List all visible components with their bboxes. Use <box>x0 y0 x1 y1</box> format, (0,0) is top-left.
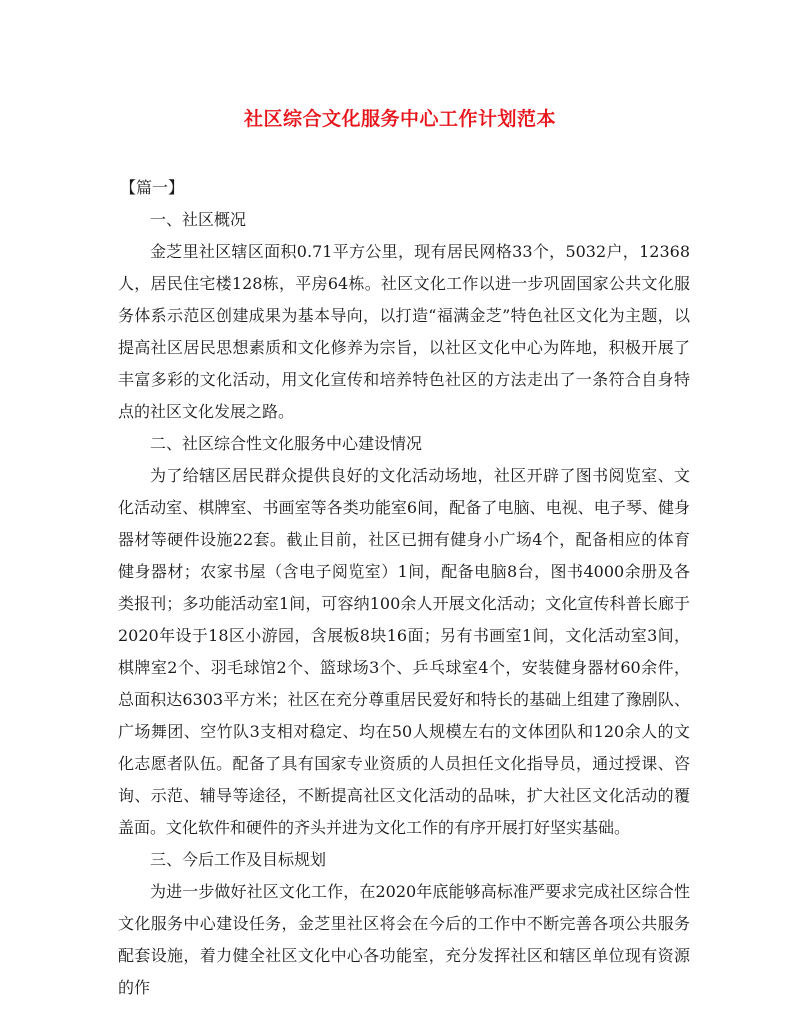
heading-center-construction: 二、社区综合性文化服务中心建设情况 <box>150 434 423 453</box>
heading-community-overview: 一、社区概况 <box>150 210 247 229</box>
document-body <box>118 172 690 1004</box>
section-tag: 【篇一】 <box>120 178 185 197</box>
heading-future-plan: 三、今后工作及目标规划 <box>150 850 327 869</box>
paragraph-center-construction: 为了给辖区居民群众提供良好的文化活动场地，社区开辟了图书阅览室、文化活动室、棋牌室、书画室等各类功能室6间，配备了电脑、电视、电子琴、健身器材等硬件设施22套。截止目前，社区已拥有健身小广场4个，配备相应的体育健身器材；农家书屋（含电子阅览室）1间，配备电脑8台，图书4000余册及各类报刊；多功能活动室1间，可容纳100余人开展文化活动；文化宣传科普长廊于2020年设于18区小游园，含展板8块16面；另有书画室1间，文化活动室3间，棋牌室2个、羽毛球馆2个、篮球场3个、乒乓球室4个，安装健身器材60余件，总面积达6303平方米；社区在充分尊重居民爱好和特长的基础上组建了豫剧队、广场舞团、空竹队3支相对稳定、均在50人规模左右的文体团队和120余人的文化志愿者队伍。配备了具有国家专业资质的人员担任文化指导员，通过授课、咨询、示范、辅导等途径，不断提高社区文化活动的品味，扩大社区文化活动的覆盖面。文化软件和硬件的齐头并进为文化工作的有序开展打好坚实基础。 <box>118 466 690 837</box>
paragraph-community-overview: 金芝里社区辖区面积0.71平方公里，现有居民网格33个，5032户，12368人，居民住宅楼128栋，平房64栋。社区文化工作以进一步巩固国家公共文化服务体系示范区创建成果为基本导向，以打造“福满金芝”特色社区文化为主题，以提高社区居民思想素质和文化修养为宗旨，以社区文化中心为阵地，积极开展了丰富多彩的文化活动，用文化宣传和培养特色社区的方法走出了一条符合自身特点的社区文化发展之路。 <box>118 242 690 421</box>
document-title: 社区综合文化服务中心工作计划范本 <box>243 108 556 130</box>
paragraph-future-plan: 为进一步做好社区文化工作，在2020年底能够高标准严要求完成社区综合性文化服务中心建设任务，金芝里社区将会在今后的工作中不断完善各项公共服务配套设施，着力健全社区文化中心各功能室，充分发挥社区和辖区单位现有资源的作 <box>118 882 690 997</box>
